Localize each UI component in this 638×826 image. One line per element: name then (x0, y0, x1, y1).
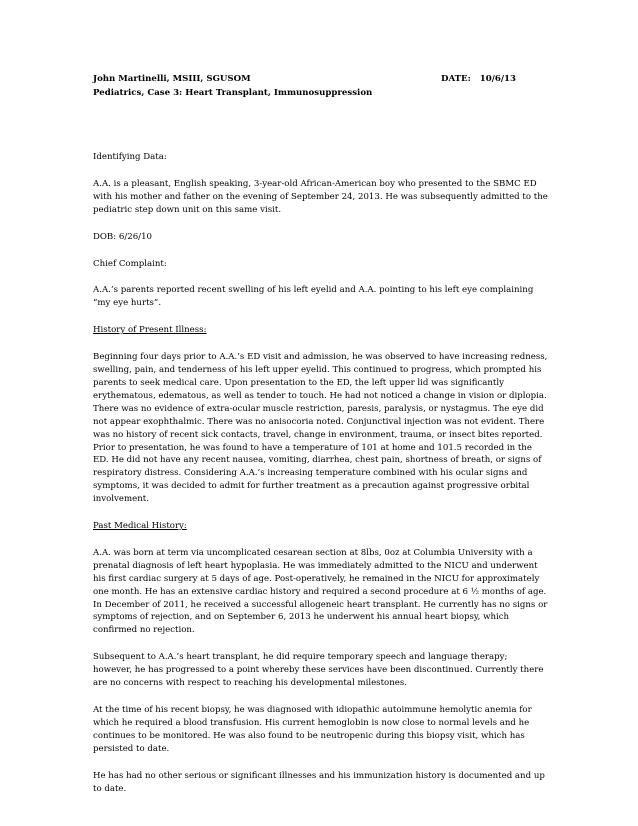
date-line (441, 73, 516, 86)
identifying-text: A.A. is a pleasant, English speaking, 3-year-old African-American boy who presented to the SBMC ED with his mother and father on the evening of September 24, 2013. He was subsequently admitted to the pediatric step down unit on this same visit. (93, 178, 548, 215)
pmh-paragraph: He has had no other serious or significant illnesses and his immunization history is documented and up to date. (93, 770, 545, 794)
pmh-heading: Past Medical History: (93, 521, 187, 532)
pmh-paragraph: Subsequent to A.A.’s heart transplant, he did require temporary speech and language therapy; however, he has progressed to a point whereby these services have been discontinued. Currently there are no concerns with respect to reaching his developmental milestones. (93, 652, 544, 689)
pmh-paragraph: At the time of his recent biopsy, he was diagnosed with idiopathic autoimmune hemolytic anemia for which he required a blood transfusion. His current hemoglobin is now close to normal levels and he continues to be monitored. He was also found to be neutropenic during this biopsy visit, which has persisted to date. (93, 705, 532, 754)
hpi-heading: History of Present Illness: (93, 325, 207, 336)
date-value: 10/6/13 (479, 74, 516, 84)
course-line: Pediatrics, Case 3: Heart Transplant, Immunosuppression (93, 88, 373, 98)
chief-complaint-heading: Chief Complaint: (93, 258, 167, 269)
document-body (93, 151, 548, 809)
identifying-heading: Identifying Data: (93, 152, 167, 162)
hpi-text: Beginning four days prior to A.A.’s ED visit and admission, he was observed to have increasing redness, swelling, pain, and tenderness of his left upper eyelid. This continued to progress, which prompted his parents to seek medical care. Upon presentation to the ED, the left upper lid was significantly erythematous, edematous, as well as tender to touch. He had not noticed a change in vision or diplopia. There was no evidence of extra-ocular muscle restriction, paresis, paralysis, or nystagmus. The eye did not appear exophthalmic. There was no anisocoria noted. Conjunctival injection was not evident. There was no history of recent sick contacts, travel, change in environment, trauma, or insect bites reported. Prior to presentation, he was found to have a temperature of 101 at home and 101.5 recorded in the ED. He did not have any recent nausea, vomiting, diarrhea, chest pain, shortness of breath, or signs of respiratory distress. Considering A.A.’s increasing temperature combined with his ocular signs and symptoms, it was decided to admit for further treatment as a precaution against progressive orbital involvement. (93, 352, 548, 505)
chief-complaint-text: A.A.’s parents reported recent swelling of his left eyelid and A.A. pointing to his left eye complaining “my eye hurts”. (93, 285, 534, 309)
dob-line: DOB: 6/26/10 (93, 231, 153, 242)
date-label: DATE: (441, 74, 471, 84)
pmh-paragraph: A.A. was born at term via uncomplicated cesarean section at 8lbs, 0oz at Columbia University with a prenatal diagnosis of left heart hypoplasia. He was immediately admitted to the NICU and underwent his first cardiac surgery at 5 days of age. Post-operatively, he remained in the NICU for approximately one month. He has an extensive cardiac history and required a second procedure at 6 ½ months of age. In December of 2011, he received a successful allogeneic heart transplant. He currently has no signs or symptoms of rejection, and on September 6, 2013 he underwent his annual heart biopsy, which confirmed no rejection. (93, 547, 548, 636)
author-line: John Martinelli, MSIII, SGUSOM (93, 74, 251, 84)
